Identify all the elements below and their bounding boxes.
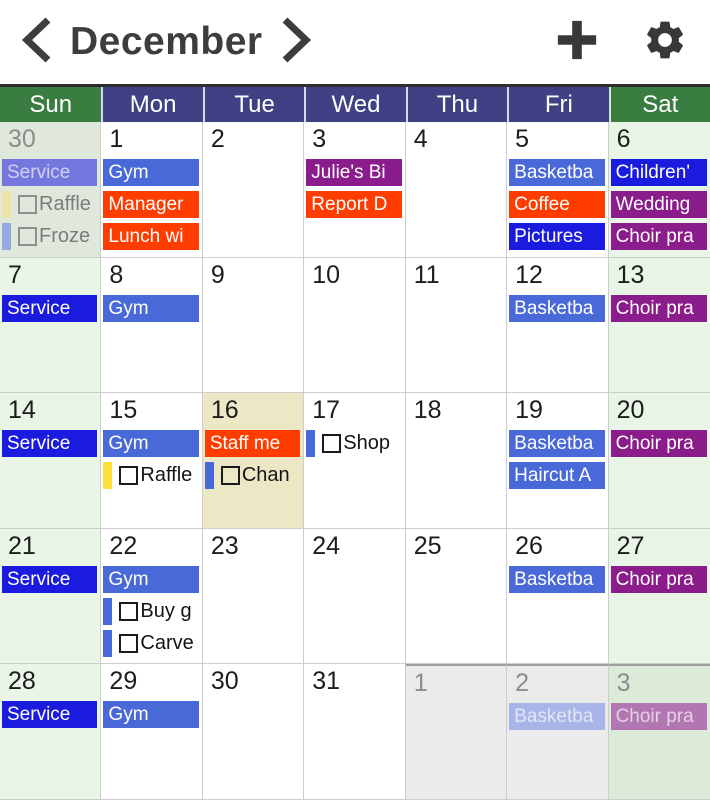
event-list bbox=[609, 159, 710, 250]
top-bar bbox=[0, 0, 710, 84]
date-number: 27 bbox=[616, 531, 645, 560]
event-chip[interactable]: Service bbox=[2, 159, 97, 186]
task-label: Buy g bbox=[140, 599, 192, 622]
day-cell[interactable] bbox=[101, 664, 202, 800]
weekday-label-sat: Sat bbox=[609, 87, 710, 122]
checkbox-icon[interactable] bbox=[322, 434, 341, 453]
event-chip[interactable]: Wedding bbox=[611, 191, 707, 218]
gear-icon bbox=[642, 17, 688, 68]
event-list bbox=[101, 295, 201, 322]
event-list bbox=[101, 701, 201, 728]
settings-button[interactable] bbox=[640, 17, 690, 67]
day-cell[interactable] bbox=[406, 529, 507, 665]
day-cell[interactable] bbox=[507, 664, 608, 800]
task-color-bar bbox=[103, 598, 112, 625]
task-label: Raffle bbox=[39, 193, 91, 215]
event-chip[interactable]: Basketba bbox=[509, 159, 604, 186]
day-cell[interactable] bbox=[101, 122, 202, 258]
day-cell[interactable] bbox=[406, 258, 507, 394]
checkbox-icon[interactable] bbox=[119, 466, 138, 485]
event-chip[interactable]: Choir pra bbox=[611, 703, 707, 730]
date-number: 22 bbox=[109, 531, 138, 560]
task-label: Raffle bbox=[140, 464, 193, 487]
plus-icon bbox=[554, 17, 600, 68]
date-number: 31 bbox=[312, 667, 341, 696]
event-list bbox=[609, 566, 710, 593]
date-number: 12 bbox=[515, 260, 543, 289]
event-chip[interactable]: Gym bbox=[103, 701, 198, 728]
checkbox-icon[interactable] bbox=[221, 466, 240, 485]
event-list bbox=[101, 566, 201, 657]
task-item[interactable] bbox=[103, 630, 201, 657]
event-chip[interactable]: Basketba bbox=[509, 430, 604, 457]
date-number: 30 bbox=[210, 667, 239, 696]
task-label: Shop bbox=[343, 432, 390, 455]
date-number: 29 bbox=[109, 667, 138, 696]
checkbox-icon[interactable] bbox=[119, 602, 138, 621]
day-cell[interactable] bbox=[406, 664, 507, 800]
date-number: 21 bbox=[8, 531, 36, 560]
date-number: 3 bbox=[616, 669, 631, 698]
task-color-bar bbox=[306, 430, 315, 457]
event-list bbox=[304, 159, 404, 218]
task-item[interactable] bbox=[2, 191, 100, 218]
date-number: 26 bbox=[515, 531, 543, 560]
weekday-label-wed: Wed bbox=[304, 87, 405, 122]
previous-month-button[interactable] bbox=[16, 16, 56, 68]
task-item[interactable] bbox=[103, 462, 201, 489]
event-list bbox=[507, 703, 607, 730]
event-chip[interactable]: Report D bbox=[306, 191, 401, 218]
event-list bbox=[609, 295, 710, 322]
day-cell[interactable] bbox=[101, 393, 202, 529]
day-cell[interactable] bbox=[203, 122, 304, 258]
event-list bbox=[507, 159, 607, 250]
event-chip[interactable]: Haircut A bbox=[509, 462, 604, 489]
date-number: 23 bbox=[210, 531, 239, 560]
date-number: 15 bbox=[109, 396, 138, 425]
event-chip[interactable]: Lunch wi bbox=[103, 223, 198, 250]
date-number: 13 bbox=[616, 260, 645, 289]
event-list bbox=[0, 295, 100, 322]
event-chip[interactable]: Service bbox=[2, 701, 97, 728]
event-chip[interactable]: Basketba bbox=[509, 566, 604, 593]
task-label: Carve bbox=[140, 631, 194, 654]
weekday-header-row bbox=[0, 84, 710, 122]
day-cell[interactable] bbox=[0, 529, 101, 665]
date-number: 1 bbox=[109, 125, 124, 153]
day-cell[interactable] bbox=[507, 258, 608, 394]
event-chip[interactable]: Basketba bbox=[509, 295, 604, 322]
date-number: 24 bbox=[312, 531, 341, 560]
event-chip[interactable]: Gym bbox=[103, 295, 198, 322]
event-chip[interactable]: Children' bbox=[611, 159, 707, 186]
task-color-bar bbox=[103, 630, 112, 657]
date-number: 14 bbox=[8, 396, 36, 425]
date-number: 2 bbox=[210, 125, 225, 153]
date-number: 11 bbox=[413, 260, 440, 289]
weekday-label-tue: Tue bbox=[203, 87, 304, 122]
chevron-right-icon bbox=[281, 17, 313, 68]
event-list bbox=[304, 430, 404, 457]
event-chip[interactable]: Gym bbox=[103, 566, 198, 593]
weekday-label-thu: Thu bbox=[406, 87, 507, 122]
date-number: 20 bbox=[616, 396, 645, 425]
day-cell[interactable] bbox=[507, 122, 608, 258]
day-cell[interactable] bbox=[609, 664, 710, 800]
day-cell[interactable] bbox=[304, 393, 405, 529]
date-number: 17 bbox=[312, 396, 341, 425]
task-color-bar bbox=[2, 191, 11, 218]
weekday-label-sun: Sun bbox=[0, 87, 101, 122]
event-list bbox=[0, 701, 100, 728]
date-number: 6 bbox=[616, 125, 631, 153]
day-cell[interactable] bbox=[609, 529, 710, 665]
date-number: 3 bbox=[312, 125, 327, 153]
event-chip[interactable]: Staff me bbox=[205, 430, 300, 457]
event-list bbox=[0, 159, 100, 250]
event-list bbox=[507, 430, 607, 489]
day-cell[interactable] bbox=[0, 258, 101, 394]
checkbox-icon[interactable] bbox=[119, 634, 138, 653]
event-chip[interactable]: Gym bbox=[103, 159, 198, 186]
event-chip[interactable]: Choir pra bbox=[611, 295, 707, 322]
day-cell[interactable] bbox=[0, 664, 101, 800]
weekday-label-mon: Mon bbox=[101, 87, 202, 122]
day-cell[interactable] bbox=[609, 393, 710, 529]
day-cell[interactable] bbox=[0, 122, 101, 258]
day-cell[interactable] bbox=[101, 258, 202, 394]
event-list bbox=[0, 566, 100, 593]
day-cell[interactable] bbox=[507, 529, 608, 665]
event-chip[interactable]: Choir pra bbox=[611, 566, 707, 593]
event-chip[interactable]: Service bbox=[2, 430, 97, 457]
date-number: 5 bbox=[515, 125, 530, 153]
next-month-button[interactable] bbox=[277, 16, 317, 68]
day-cell[interactable] bbox=[304, 122, 405, 258]
task-label: Froze bbox=[39, 225, 91, 247]
event-list bbox=[507, 295, 607, 322]
day-cell[interactable] bbox=[507, 393, 608, 529]
day-cell[interactable] bbox=[0, 393, 101, 529]
day-cell[interactable] bbox=[203, 393, 304, 529]
date-number: 19 bbox=[515, 396, 543, 425]
chevron-left-icon bbox=[20, 17, 52, 68]
month-title: December bbox=[70, 20, 263, 63]
date-number: 28 bbox=[8, 667, 36, 696]
add-event-button[interactable] bbox=[552, 17, 602, 67]
day-cell[interactable] bbox=[304, 664, 405, 800]
date-number: 25 bbox=[413, 531, 442, 560]
checkbox-icon[interactable] bbox=[18, 195, 37, 214]
task-item[interactable] bbox=[205, 462, 303, 489]
day-cell[interactable] bbox=[203, 529, 304, 665]
day-cell[interactable] bbox=[304, 258, 405, 394]
task-item[interactable] bbox=[2, 223, 100, 250]
task-label: Chan bbox=[241, 464, 290, 487]
event-list bbox=[101, 159, 201, 250]
event-list bbox=[609, 430, 710, 457]
date-number: 4 bbox=[413, 125, 428, 153]
day-cell[interactable] bbox=[406, 393, 507, 529]
event-chip[interactable]: Pictures bbox=[509, 223, 604, 250]
event-chip[interactable]: Service bbox=[2, 566, 97, 593]
day-cell[interactable] bbox=[406, 122, 507, 258]
date-number: 9 bbox=[210, 260, 225, 289]
task-item[interactable] bbox=[103, 598, 201, 625]
event-list bbox=[609, 703, 710, 730]
checkbox-icon[interactable] bbox=[18, 227, 37, 246]
event-chip[interactable]: Gym bbox=[103, 430, 198, 457]
task-color-bar bbox=[205, 462, 214, 489]
event-chip[interactable]: Julie's Bi bbox=[306, 159, 401, 186]
day-cell[interactable] bbox=[609, 258, 710, 394]
event-list bbox=[0, 430, 100, 457]
event-chip[interactable]: Coffee bbox=[509, 191, 604, 218]
month-grid bbox=[0, 122, 710, 800]
day-cell[interactable] bbox=[203, 258, 304, 394]
date-number: 18 bbox=[413, 396, 442, 425]
date-number: 2 bbox=[515, 669, 530, 698]
date-number: 1 bbox=[413, 669, 428, 698]
event-chip[interactable]: Choir pra bbox=[611, 430, 707, 457]
event-chip[interactable]: Basketba bbox=[509, 703, 604, 730]
event-chip[interactable]: Service bbox=[2, 295, 97, 322]
date-number: 7 bbox=[8, 260, 22, 289]
day-cell[interactable] bbox=[609, 122, 710, 258]
event-list bbox=[203, 430, 303, 489]
date-number: 30 bbox=[8, 125, 36, 153]
date-number: 8 bbox=[109, 260, 124, 289]
date-number: 16 bbox=[210, 396, 239, 425]
task-item[interactable] bbox=[306, 430, 404, 457]
date-number: 10 bbox=[312, 260, 341, 289]
task-color-bar bbox=[2, 223, 11, 250]
day-cell[interactable] bbox=[101, 529, 202, 665]
day-cell[interactable] bbox=[304, 529, 405, 665]
task-color-bar bbox=[103, 462, 112, 489]
day-cell[interactable] bbox=[203, 664, 304, 800]
event-list bbox=[507, 566, 607, 593]
weekday-label-fri: Fri bbox=[507, 87, 608, 122]
event-list bbox=[101, 430, 201, 489]
event-chip[interactable]: Manager bbox=[103, 191, 198, 218]
event-chip[interactable]: Choir pra bbox=[611, 223, 707, 250]
